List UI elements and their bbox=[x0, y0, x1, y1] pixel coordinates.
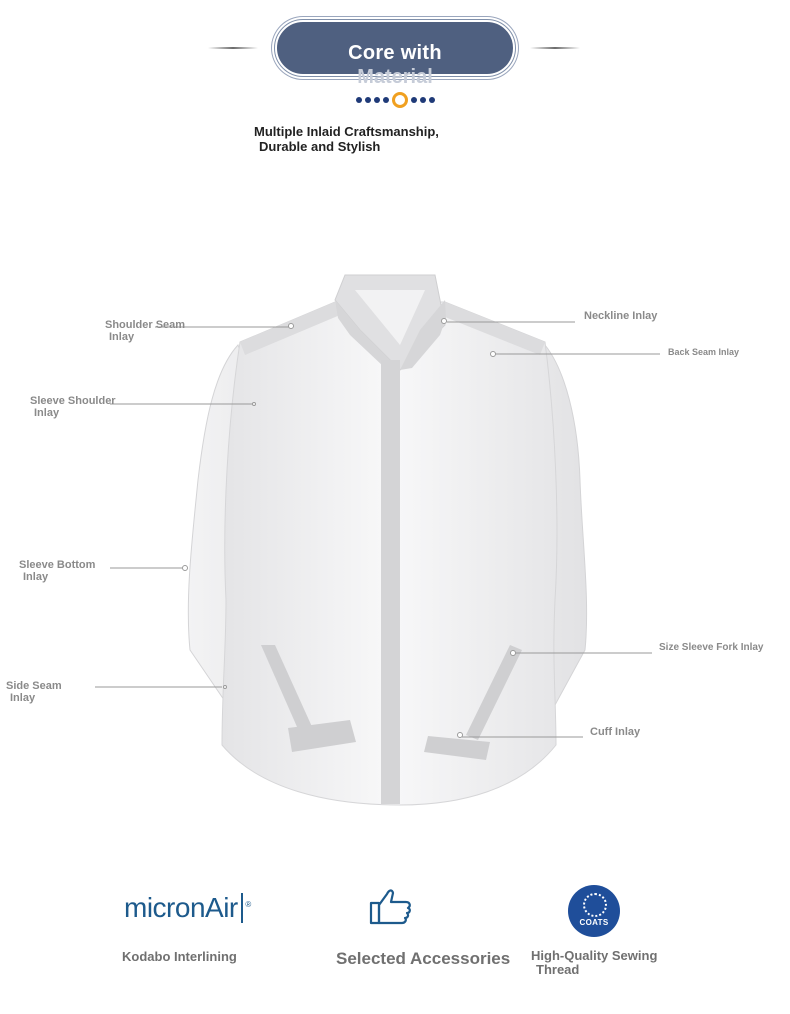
section-title-line2: Material bbox=[357, 66, 433, 88]
feature-label-sewing-thread: High-Quality Sewing Thread bbox=[531, 948, 658, 977]
callout-shoulder-seam: Shoulder Seam Inlay bbox=[105, 319, 186, 343]
callout-neckline: Neckline Inlay bbox=[584, 310, 658, 322]
callout-back-seam: Back Seam Inlay bbox=[668, 347, 740, 357]
callout-cuff: Cuff Inlay bbox=[590, 726, 641, 738]
micronair-logo: micronAir ® bbox=[124, 892, 251, 923]
coats-logo: COATS bbox=[568, 885, 620, 937]
callout-size-sleeve-fork: Size Sleeve Fork Inlay bbox=[659, 642, 764, 653]
section-title-line1: Core with bbox=[348, 42, 442, 64]
feature-label-accessories: Selected Accessories bbox=[336, 949, 511, 968]
callout-side-seam: Side Seam Inlay bbox=[6, 680, 62, 704]
callout-sleeve-bottom: Sleeve Bottom Inlay bbox=[19, 559, 96, 583]
section-subtitle: Multiple Inlaid Craftsmanship, Durable and Stylish bbox=[254, 124, 439, 154]
thumbs-up-icon bbox=[368, 884, 414, 930]
feature-label-interlining: Kodabo Interlining bbox=[122, 949, 237, 964]
callout-sleeve-shoulder: Sleeve Shoulder Inlay bbox=[30, 395, 116, 419]
